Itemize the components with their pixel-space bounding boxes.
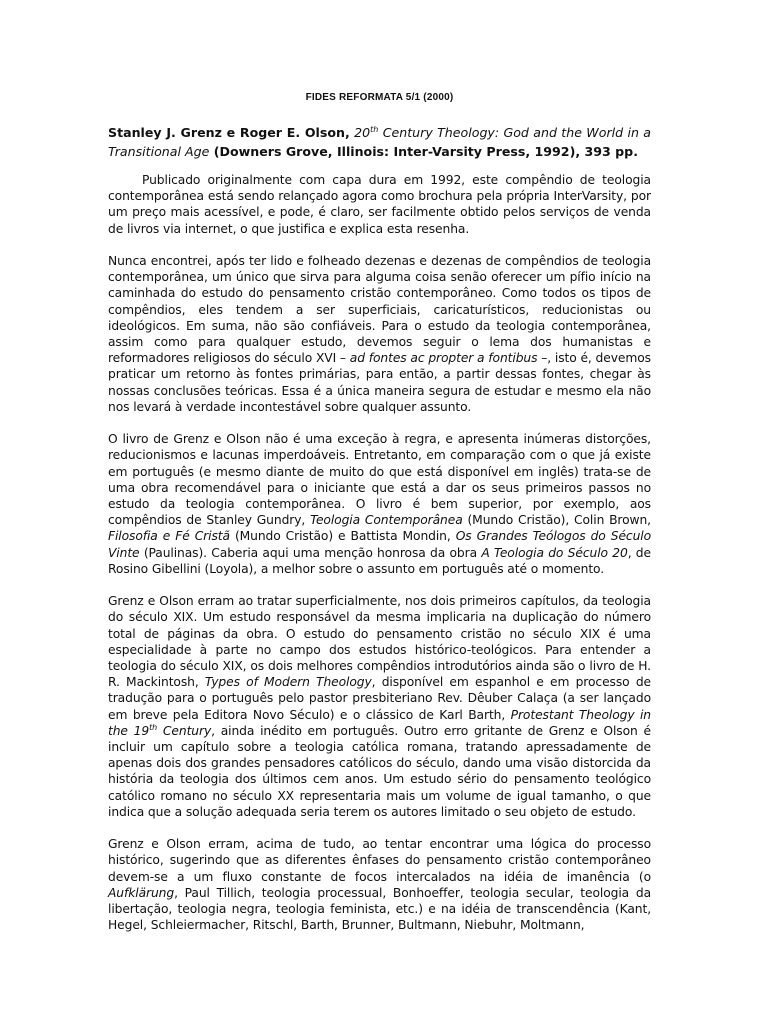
- review-body: [108, 172, 651, 950]
- paragraph-3: [108, 431, 651, 577]
- book-title-brown: Filosofia e Fé Cristã: [108, 529, 230, 544]
- paragraph-5-part-a: Grenz e Olson erram, acima de tudo, ao tentar encontrar uma lógica do processo histórico, sugerindo que as diferentes ênfases do pensamento cristão contemporâneo devem-se a um fluxo constante de focos intercalados na idéia de imanência (o: [108, 837, 651, 884]
- paragraph-3-part-c: (Mundo Cristão) e Battista Mondin,: [229, 529, 456, 544]
- paragraph-3-part-d: (Paulinas). Caberia aqui uma menção honrosa da obra: [139, 545, 482, 560]
- paragraph-4-part-b: , disponível em espanhol e em processo de tradução para o português pelo pastor presbiteriano Rev. Dêuber Calaça (a ser lançado em breve pela Editora Novo Século) e o clássico de Karl Barth,: [108, 675, 651, 722]
- paragraph-2: [108, 253, 651, 415]
- citation-publisher: (Downers Grove, Illinois: Inter-Varsity Press, 1992), 393 pp.: [209, 144, 638, 159]
- paragraph-2-part-a: Nunca encontrei, após ter lido e folheado dezenas e dezenas de compêndios de teologia contemporânea, um único que sirva para alguma coisa senão oferecer um pífio início na caminhada do estudo do pensamento cristão contemporâneo. Como todos os tipos de compêndios, eles tendem a ser superficiais, caricaturísticos, reducionistas ou ideológicos. Em suma, não são confiáveis. Para o estudo da teologia contemporânea, assim como para qualquer estudo, devemos seguir o lema dos humanistas e reformadores religiosos do século XVI –: [108, 254, 651, 366]
- citation-title-rest: Century Theology: God and the World in a Transitional Age: [108, 125, 652, 159]
- book-title-barth-a: Protestant Theology in the 19: [108, 707, 651, 738]
- book-title-mondin: Os Grandes Teólogos do Século Vinte: [108, 529, 651, 560]
- book-title-barth-sup: th: [149, 722, 158, 732]
- book-title-barth-b: Century: [157, 723, 212, 738]
- citation-authors: Stanley J. Grenz e Roger E. Olson,: [108, 125, 350, 140]
- latin-motto: ad fontes ac propter a fontibus: [349, 351, 538, 366]
- book-citation: [108, 123, 651, 161]
- citation-title-ordinal: 20: [354, 125, 371, 140]
- running-head: FIDES REFORMATA 5/1 (2000): [305, 92, 454, 103]
- book-title-gundry: Teologia Contemporânea: [310, 513, 463, 528]
- term-aufklarung: Aufklärung: [108, 885, 175, 900]
- paragraph-5: [108, 836, 651, 933]
- paragraph-5-part-b: , Paul Tillich, teologia processual, Bonhoeffer, teologia secular, teologia da libertação, teologia negra, teologia feminista, etc.) e na idéia de transcendência (Kant, Hegel, Schleiermacher, Ritschl, Barth, Brunner, Bultmann, Niebuhr, Moltmann,: [108, 885, 651, 933]
- paragraph-1-text: Publicado originalmente com capa dura em 1992, este compêndio de teologia contemporânea está sendo relançado agora como brochura pela própria InterVarsity, por um preço mais acessível, e pode, é claro, ser facilmente obtido pelos serviços de venda de livros via internet, o que justifica e explica esta resenha.: [108, 173, 651, 236]
- paragraph-1: [108, 172, 651, 237]
- paragraph-2-part-b: –, isto é, devemos praticar um retorno às fontes primárias, para então, a partir dessas fontes, chegar às nossas conclusões teóricas. Essa é a única maneira segura de estudar e mesmo ela não nos levará à verdade incontestável sobre qualquer assunto.: [108, 351, 651, 414]
- book-title-mackintosh: Types of Modern Theology: [204, 675, 372, 690]
- paragraph-3-part-a: O livro de Grenz e Olson não é uma exceção à regra, e apresenta inúmeras distorções, reducionismos e lacunas imperdoáveis. Entretanto, em comparação com o que já existe em português (e mesmo diante de muito do que está disponível em inglês) trata-se de uma obra recomendável para o iniciante que está a dar os seus primeiros passos no estudo da teologia contemporânea. O livro é bem superior, por exemplo, aos compêndios de Stanley Gundry,: [108, 432, 651, 528]
- paragraph-4: [108, 593, 651, 820]
- citation-title-sup: th: [370, 124, 379, 134]
- paragraph-3-part-b: (Mundo Cristão), Colin Brown,: [462, 513, 651, 528]
- book-title-gibellini: A Teologia do Século 20: [481, 545, 628, 560]
- paragraph-4-part-c: , ainda inédito em português. Outro erro gritante de Grenz e Olson é incluir um capítulo sobre a teologia católica romana, tratando apressadamente de apenas dois dos grandes pensadores católicos do século, dando uma visão distorcida da história da teologia dos últimos cem anos. Um estudo sério do pensamento teológico católico romano no século XX representaria mais um volume de igual tamanho, o que indica que a solução adequada seria terem os autores limitado o seu objeto de estudo.: [108, 723, 651, 819]
- paragraph-3-part-e: , de Rosino Gibellini (Loyola), a melhor sobre o assunto em português até o momento.: [108, 545, 651, 576]
- paragraph-4-part-a: Grenz e Olson erram ao tratar superficialmente, nos dois primeiros capítulos, da teologia do século XIX. Um estudo responsável da mesma implicaria na duplicação do número total de páginas da obra. O estudo do pensamento cristão no século XIX é uma especialidade à parte no campo dos estudos histórico-teológicos. Para entender a teologia do século XIX, os dois melhores compêndios introdutórios ainda são o livro de H. R. Mackintosh,: [108, 594, 651, 690]
